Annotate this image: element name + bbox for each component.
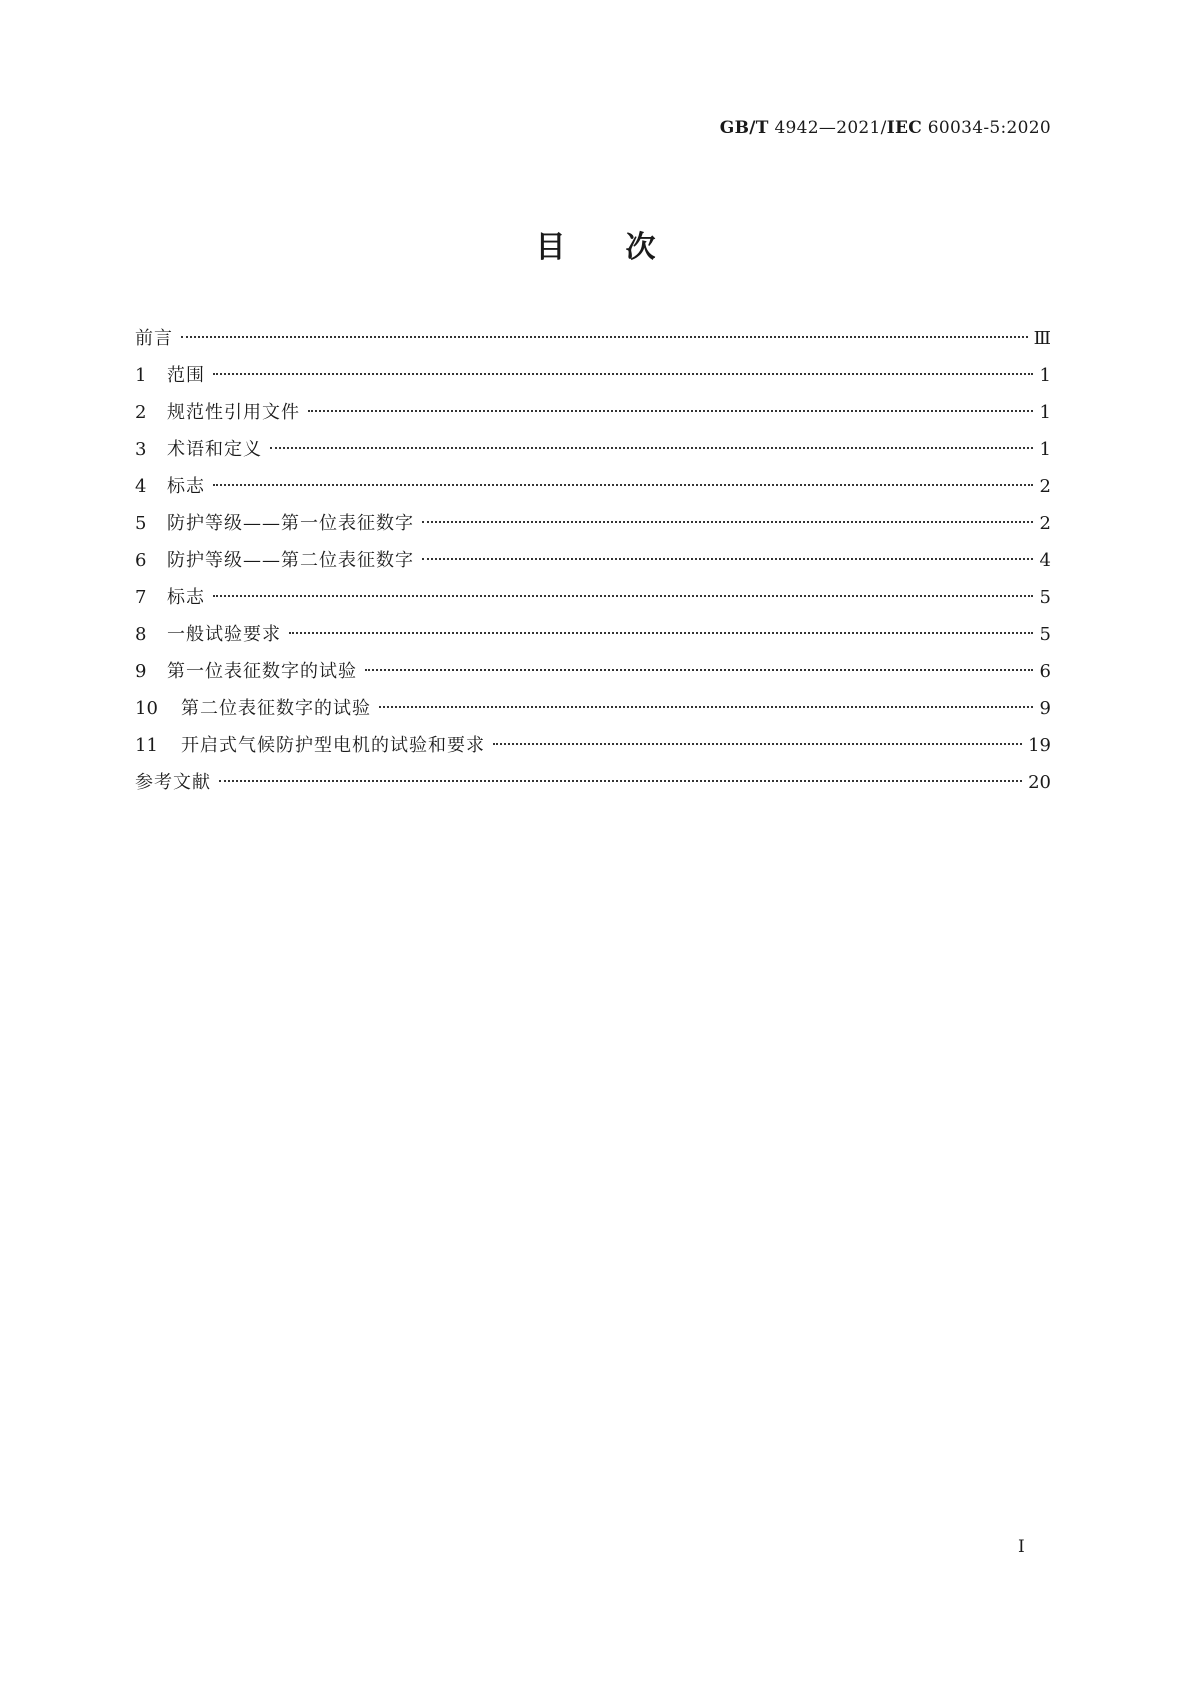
toc-page: 5 xyxy=(1039,587,1051,608)
toc-label: 标志 xyxy=(167,587,205,608)
toc-label: 标志 xyxy=(167,476,205,497)
toc-page: 19 xyxy=(1028,735,1051,756)
toc-leader-dots xyxy=(213,484,1033,486)
toc-label: 参考文献 xyxy=(135,772,211,793)
toc-number: 7 xyxy=(135,587,147,608)
toc-entry-bibliography[interactable] xyxy=(135,768,1051,805)
toc-entry-7[interactable] xyxy=(135,583,1051,620)
toc-label: 术语和定义 xyxy=(167,439,262,460)
standard-code: GB/T xyxy=(719,118,769,138)
toc-page: 6 xyxy=(1039,661,1051,682)
toc-leader-dots xyxy=(379,706,1033,708)
toc-entry-6[interactable] xyxy=(135,546,1051,583)
standard-header xyxy=(720,118,1051,138)
toc-page: 5 xyxy=(1039,624,1051,645)
standard-number: 4942—2021/ xyxy=(774,118,887,138)
toc-leader-dots xyxy=(213,595,1033,597)
toc-entry-5[interactable] xyxy=(135,509,1051,546)
toc-entry-2[interactable] xyxy=(135,398,1051,435)
toc-page: 2 xyxy=(1039,476,1051,497)
title-char-1: 目 xyxy=(535,230,566,265)
toc-leader-dots xyxy=(213,373,1033,375)
toc-number: 3 xyxy=(135,439,147,460)
toc-number: 9 xyxy=(135,661,147,682)
toc-label: 范围 xyxy=(167,365,205,386)
title-char-2: 次 xyxy=(625,230,656,265)
toc-page: Ⅲ xyxy=(1033,328,1051,349)
toc-leader-dots xyxy=(308,410,1033,412)
toc-number: 10 xyxy=(135,698,158,719)
toc-label: 一般试验要求 xyxy=(167,624,281,645)
toc-entry-foreword[interactable] xyxy=(135,324,1051,361)
toc-leader-dots xyxy=(422,521,1033,523)
toc-label: 防护等级——第一位表征数字 xyxy=(167,513,414,534)
iec-code: IEC xyxy=(886,118,923,138)
toc-page: 4 xyxy=(1039,550,1051,571)
toc-leader-dots xyxy=(181,336,1028,338)
toc-number: 11 xyxy=(135,735,158,756)
toc-page: 1 xyxy=(1039,439,1051,460)
page-title xyxy=(0,222,1191,266)
toc-entry-4[interactable] xyxy=(135,472,1051,509)
toc-label: 防护等级——第二位表征数字 xyxy=(167,550,414,571)
toc-number: 2 xyxy=(135,402,147,423)
toc-leader-dots xyxy=(219,780,1022,782)
toc-entry-8[interactable] xyxy=(135,620,1051,657)
toc-entry-10[interactable] xyxy=(135,694,1051,731)
toc-leader-dots xyxy=(270,447,1033,449)
toc-page: 1 xyxy=(1039,365,1051,386)
toc-page: 1 xyxy=(1039,402,1051,423)
toc-entry-3[interactable] xyxy=(135,435,1051,472)
toc-entry-1[interactable] xyxy=(135,361,1051,398)
toc-page: 2 xyxy=(1039,513,1051,534)
toc-page: 9 xyxy=(1039,698,1051,719)
toc-leader-dots xyxy=(493,743,1022,745)
toc-page: 20 xyxy=(1028,772,1051,793)
page-number: I xyxy=(1018,1537,1025,1557)
toc-number: 6 xyxy=(135,550,147,571)
toc-leader-dots xyxy=(289,632,1033,634)
toc-number: 1 xyxy=(135,365,147,386)
toc-label: 规范性引用文件 xyxy=(167,402,300,423)
toc-number: 8 xyxy=(135,624,147,645)
toc-entry-11[interactable] xyxy=(135,731,1051,768)
toc-label: 第一位表征数字的试验 xyxy=(167,661,357,682)
toc-label: 第二位表征数字的试验 xyxy=(181,698,371,719)
table-of-contents xyxy=(135,324,1051,805)
toc-number: 4 xyxy=(135,476,147,497)
iec-number: 60034-5:2020 xyxy=(927,118,1051,138)
toc-leader-dots xyxy=(422,558,1033,560)
toc-number: 5 xyxy=(135,513,147,534)
toc-label: 开启式气候防护型电机的试验和要求 xyxy=(181,735,485,756)
toc-entry-9[interactable] xyxy=(135,657,1051,694)
toc-label: 前言 xyxy=(135,328,173,349)
toc-leader-dots xyxy=(365,669,1033,671)
